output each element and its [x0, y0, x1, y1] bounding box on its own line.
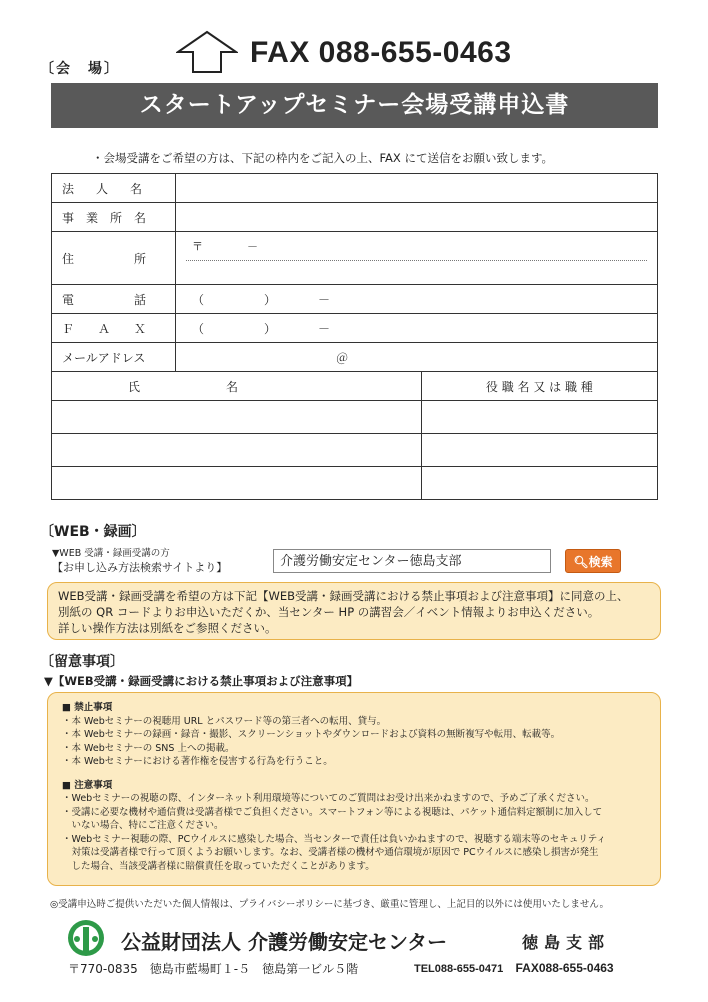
notes-subheading: ▼【WEB受講・録画受講における禁止事項および注意事項】 — [44, 674, 359, 688]
attendee-name-field[interactable] — [52, 467, 422, 500]
label-fax: Ｆ Ａ Ｘ — [52, 314, 176, 343]
col-position: 役 職 名 又 は 職 種 — [421, 372, 657, 401]
application-form — [51, 173, 658, 500]
search-button-label: 検索 — [588, 555, 613, 569]
phone-format: （ ） － — [192, 292, 331, 307]
footer-contacts — [414, 961, 614, 975]
col-attendee-name: 氏 名 — [52, 372, 422, 401]
form-row-office — [52, 203, 658, 232]
notes-box — [47, 692, 661, 886]
up-arrow-icon — [176, 30, 238, 74]
attendee-row — [52, 401, 658, 434]
web-notice-box — [47, 582, 661, 640]
fax-format: （ ） － — [192, 321, 331, 336]
at-mark: ＠ — [336, 350, 349, 365]
phone-field[interactable] — [176, 285, 658, 314]
footer-fax: FAX088-655-0463 — [515, 961, 614, 975]
caution-item: ・受講に必要な機材や通信費は受講者様でご負担ください。スマートフォン等による視聴は、パケット通信料定額制に加入して — [62, 806, 603, 818]
caution-item: ・Webセミナーの視聴の際、インターネット利用環境等についてのご質問はお受け出来かねますので、予めご了承ください。 — [62, 793, 595, 804]
fax-field[interactable] — [176, 314, 658, 343]
caution-item: 対策は受講者様で行って頂くようお願いします。なお、受講者様の機材や通信環境が原因で PCウイルスに感染し損害が発生 — [62, 847, 599, 858]
attendee-name-field[interactable] — [52, 434, 422, 467]
web-notice-line: 詳しい操作方法は別紙をご参照ください。 — [58, 621, 277, 635]
address-field[interactable] — [176, 232, 658, 285]
search-input[interactable]: 介護労働安定センター徳島支部 — [273, 549, 551, 573]
search-icon: 🔍︎ — [573, 555, 589, 569]
label-address: 住 所 — [52, 232, 176, 285]
privacy-note: ◎受講申込時ご提供いただいた個人情報は、プライバシーポリシーに基づき、厳重に管理し、上記目的以外には使用いたしません。 — [50, 899, 610, 910]
attendee-row — [52, 434, 658, 467]
caution-item: した場合、当該受講者様に賠償責任を取っていただくことがあります。 — [62, 860, 375, 872]
prohibited-item: ・本 Webセミナーにおける著作権を侵害する行為を行うこと。 — [62, 756, 333, 767]
prohibited-title: ■ 禁止事項 — [62, 702, 113, 713]
label-phone: 電 話 — [52, 285, 176, 314]
form-row-email — [52, 343, 658, 372]
form-row-address — [52, 232, 658, 285]
prohibited-item: ・本 Webセミナーの録画・録音・撮影、スクリーンショットやダウンロードおよび資料の無断複写や転用、転載等。 — [62, 729, 561, 740]
footer-tel: TEL088-655-0471 — [414, 963, 504, 975]
attendee-position-field[interactable] — [421, 401, 657, 434]
fax-number-header: FAX 088-655-0463 — [250, 36, 512, 69]
notes-heading: 〔留意事項〕 — [40, 654, 124, 670]
prohibited-item: ・本 Webセミナーの視聴用 URL とパスワード等の第三者への転用、貸与。 — [62, 715, 387, 727]
attendee-position-field[interactable] — [421, 434, 657, 467]
label-corporate-name: 法 人 名 — [52, 174, 176, 203]
web-heading: 〔WEB・録画〕 — [40, 524, 146, 540]
footer-address: 〒770-0835 徳島市藍場町１-５ 徳島第一ビル５階 — [68, 962, 359, 976]
venue-label: 〔会 場〕 — [40, 61, 120, 77]
attendee-position-field[interactable] — [421, 467, 657, 500]
label-email: メールアドレス — [52, 343, 176, 372]
caution-item: ・Webセミナー視聴の際、PCウイルスに感染した場合、当センターで責任は負いかねますので、視聴する端末等のセキュリティ — [62, 833, 606, 845]
prohibited-item: ・本 Webセミナーの SNS 上への掲載。 — [62, 742, 235, 754]
postal-mark: 〒 － — [186, 238, 647, 261]
web-notice-line: WEB受講・録画受講を希望の方は下記【WEB受講・録画受講における禁止事項および注意事項】に同意の上、 — [58, 589, 629, 603]
web-notice-line: 別紙の QR コードよりお申込いただくか、当センター HP の講習会／イベント情報よりお申込ください。 — [58, 605, 600, 619]
branch-name: 徳島支部 — [522, 933, 611, 952]
organization-name: 公益財団法人 介護労働安定センター — [121, 930, 448, 954]
attendee-row — [52, 467, 658, 500]
form-row-corporate — [52, 174, 658, 203]
form-row-phone — [52, 285, 658, 314]
intro-text: ・会場受講をご希望の方は、下記の枠内をご記入の上、FAX にて送信をお願い致します。 — [92, 151, 554, 165]
corporate-name-field[interactable] — [176, 174, 658, 203]
office-name-field[interactable] — [176, 203, 658, 232]
email-field[interactable] — [176, 343, 658, 372]
organization-logo-icon — [66, 918, 106, 958]
page-title: スタートアップセミナー会場受講申込書 — [51, 83, 658, 128]
caution-title: ■ 注意事項 — [62, 779, 113, 791]
attendee-header-row — [52, 372, 658, 401]
attendee-name-field[interactable] — [52, 401, 422, 434]
web-sub-1: ▼WEB 受講・録画受講の方 — [52, 548, 170, 559]
caution-item: いない場合、特にご注意ください。 — [62, 820, 224, 831]
form-row-fax — [52, 314, 658, 343]
web-sub-2: 【お申し込み方法検索サイトより】 — [52, 561, 228, 574]
search-button[interactable] — [565, 549, 621, 573]
label-office-name: 事 業 所 名 — [52, 203, 176, 232]
